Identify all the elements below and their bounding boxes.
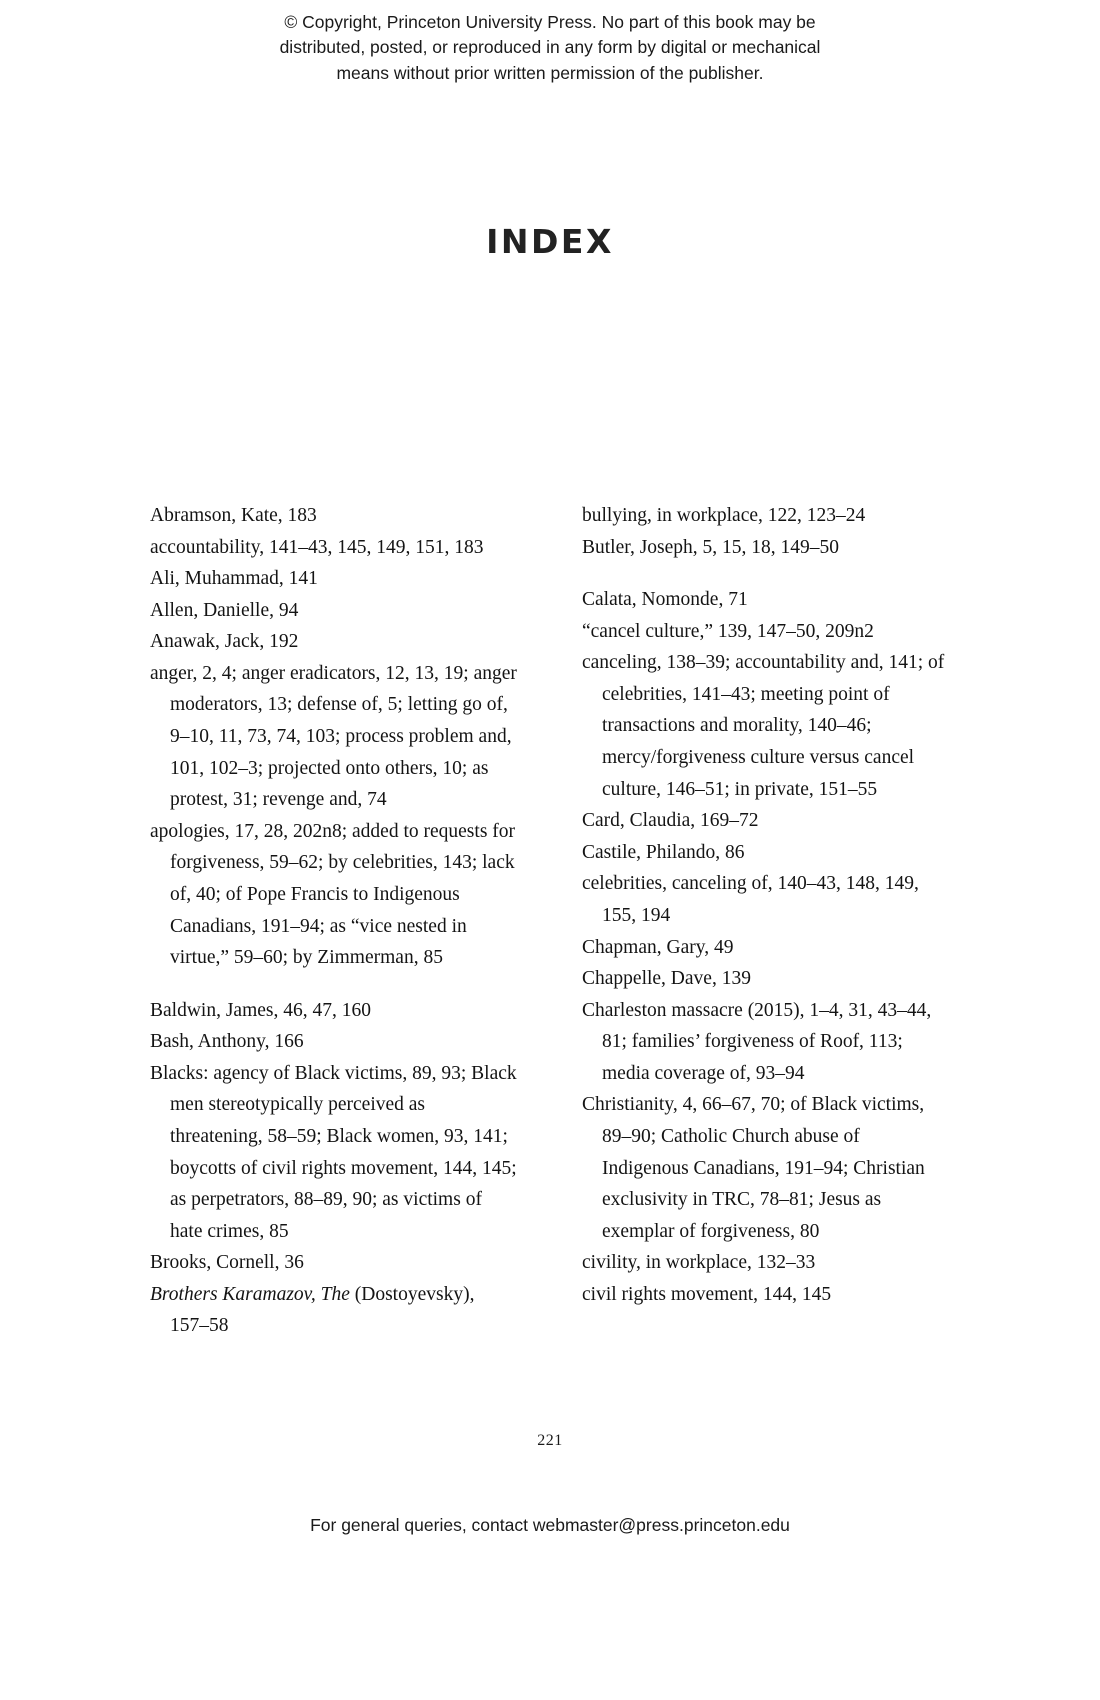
index-entry: Butler, Joseph, 5, 15, 18, 149–50 [582,536,840,558]
index-column-left [150,500,518,1342]
index-entry: Blacks: agency of Black victims, 89, 93; Black men stereotypically perceived as threatening, 58–59; Black women, 93, 141; boycotts of civil rights movement, 144, 145; as perpetrators, 88–89, 90; as victims of hate crimes, 85 [150,1062,517,1242]
page-title: INDEX [486,222,614,261]
index-entry: Card, Claudia, 169–72 [582,810,759,832]
index-entry: Charleston massacre (2015), 1–4, 31, 43–44, 81; families’ forgiveness of Roof, 113; media coverage of, 93–94 [582,999,932,1084]
copyright-line-2: distributed, posted, or reproduced in any form by digital or mechanical [279,37,821,58]
index-entry: Allen, Danielle, 94 [150,599,299,621]
index-entry: canceling, 138–39; accountability and, 141; of celebrities, 141–43; meeting point of transactions and morality, 140–46; mercy/forgiveness culture versus cancel culture, 146–51; in private, 151–55 [582,652,945,800]
index-entry: civil rights movement, 144, 145 [582,1283,832,1305]
index-entry: Christianity, 4, 66–67, 70; of Black victims, 89–90; Catholic Church abuse of Indigenous Canadians, 191–94; Christian exclusivity in TRC, 78–81; Jesus as exemplar of forgiveness, 80 [582,1094,925,1242]
index-entry: Anawak, Jack, 192 [150,631,299,653]
page-number: 221 [537,1432,563,1449]
index-column-right [582,500,950,1342]
copyright-notice [0,10,1100,86]
copyright-line-1: © Copyright, Princeton University Press. No part of this book may be [284,12,816,32]
index-columns [150,500,950,1342]
index-entry: Brooks, Cornell, 36 [150,1252,304,1274]
book-title-rest: (Dostoyevsky), 157–58 [170,1283,475,1337]
index-entry: Ali, Muhammad, 141 [150,568,318,590]
index-entry: Chappelle, Dave, 139 [582,968,751,990]
index-entry: civility, in workplace, 132–33 [582,1252,816,1274]
index-entry: Bash, Anthony, 166 [150,1031,304,1053]
index-entry: bullying, in workplace, 122, 123–24 [582,505,866,526]
index-entry: anger, 2, 4; anger eradicators, 12, 13, 19; anger moderators, 13; defense of, 5; letting go of, 9–10, 11, 73, 74, 103; process problem and, 101, 102–3; projected onto others, 10; as protest, 31; revenge and, 74 [150,662,517,811]
index-entry: Baldwin, James, 46, 47, 160 [150,999,371,1021]
footer-queries-notice: For general queries, contact webmaster@press.princeton.edu [310,1515,790,1535]
index-entry: Chapman, Gary, 49 [582,936,734,958]
index-entry: apologies, 17, 28, 202n8; added to requests for forgiveness, 59–62; by celebrities, 143; lack of, 40; of Pope Francis to Indigenous Canadians, 191–94; as “vice nested in virtue,” 59–60; by Zimmerman, 85 [150,820,516,969]
index-entry: Castile, Philando, 86 [582,841,745,863]
index-entry: “cancel culture,” 139, 147–50, 209n2 [582,620,874,642]
index-entry: accountability, 141–43, 145, 149, 151, 183 [150,536,484,558]
index-entry: celebrities, canceling of, 140–43, 148, 149, 155, 194 [582,873,919,926]
book-title: Brothers Karamazov, The [150,1283,350,1305]
copyright-line-3: means without prior written permission of the publisher. [336,62,764,83]
index-entry: Abramson, Kate, 183 [150,505,317,526]
index-entry-italic-title [150,1279,518,1342]
index-entry: Calata, Nomonde, 71 [582,589,748,611]
